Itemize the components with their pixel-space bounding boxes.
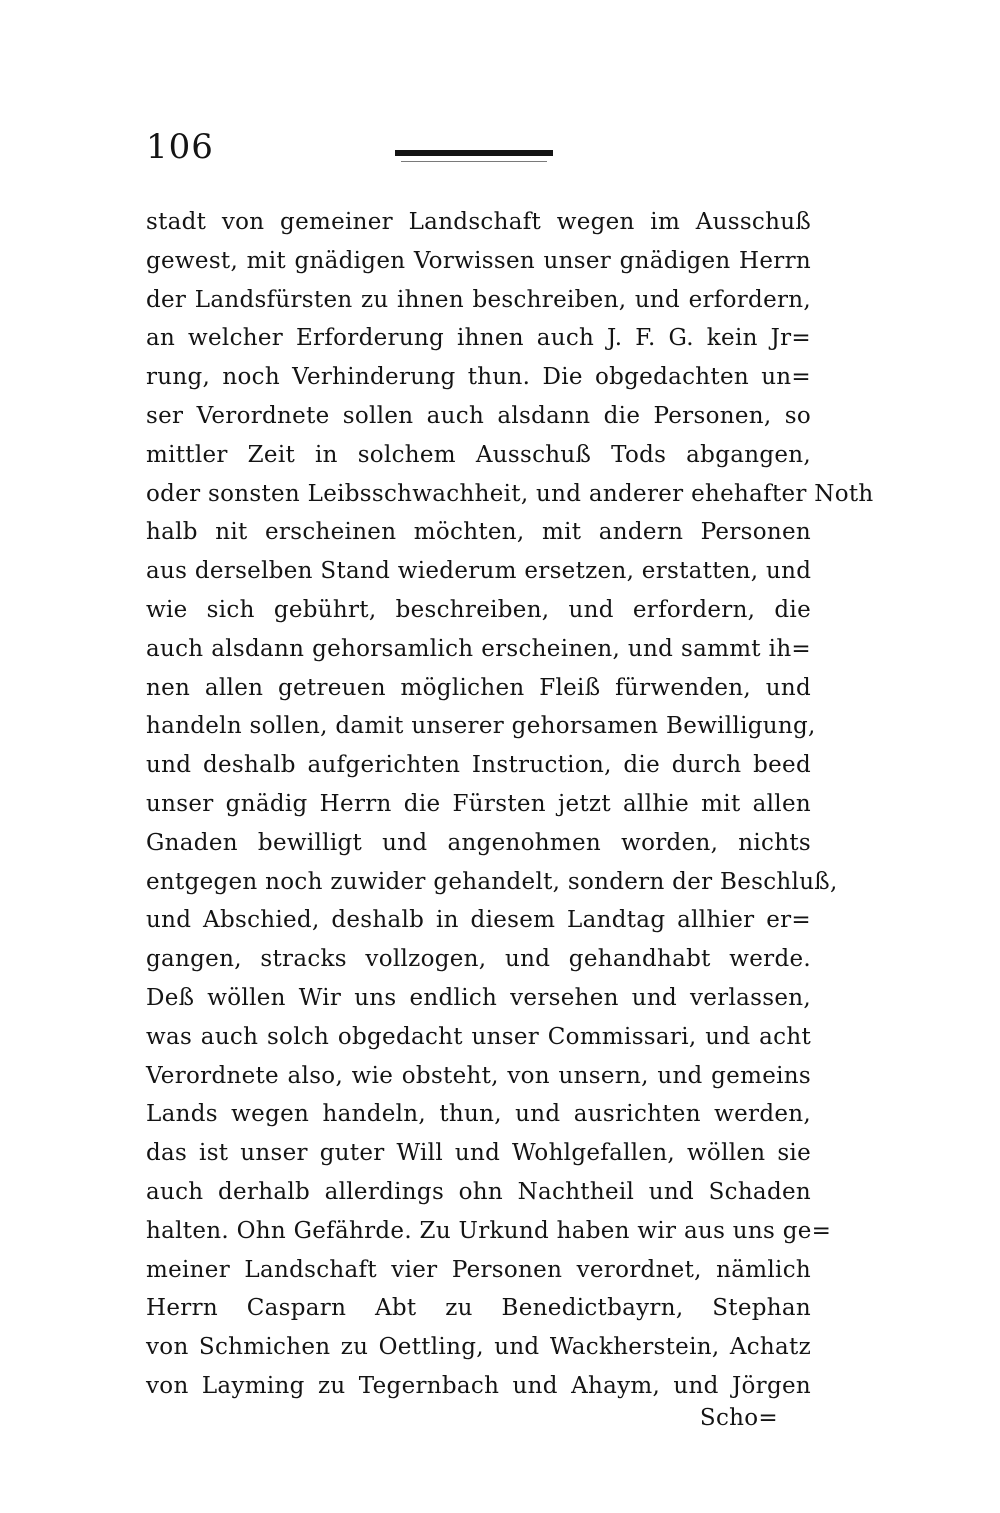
text-line: von Layming zu Tegernbach und Ahaym, und Jörgen (146, 1372, 811, 1399)
text-line: Gnaden bewilligt und angenohmen worden, nichts (146, 829, 811, 856)
text-line: Lands wegen handeln, thun, und ausrichten werden, (146, 1101, 811, 1128)
body-text (146, 203, 874, 1406)
text-line: halb nit erscheinen möchten, mit andern Personen (146, 519, 811, 546)
text-line: der Landsfürsten zu ihnen beschreiben, und erfordern, (146, 286, 811, 313)
text-line: an welcher Erforderung ihnen auch J. F. G. kein Jr= (146, 325, 811, 352)
text-line: nen allen getreuen möglichen Fleiß fürwenden, und (146, 674, 811, 701)
text-line: und deshalb aufgerichten Instruction, die durch beed (146, 752, 811, 779)
text-line: rung, noch Verhinderung thun. Die obgedachten un= (146, 364, 811, 391)
text-line: was auch solch obgedacht unser Commissari, und acht (146, 1023, 811, 1050)
text-line: Herrn Casparn Abt zu Benedictbayrn, Stephan (146, 1295, 811, 1322)
catchword: Scho= (699, 1405, 778, 1431)
text-line: aus derselben Stand wiederum ersetzen, erstatten, und (146, 558, 812, 585)
text-line: ser Verordnete sollen auch alsdann die Personen, so (146, 402, 811, 429)
text-line: halten. Ohn Gefährde. Zu Urkund haben wir aus uns ge= (146, 1217, 832, 1244)
text-line: unser gnädig Herrn die Fürsten jetzt allhie mit allen (146, 790, 811, 817)
text-line: wie sich gebührt, beschreiben, und erfordern, die (146, 596, 811, 623)
text-line: das ist unser guter Will und Wohlgefallen, wöllen sie (146, 1140, 811, 1167)
text-line: auch alsdann gehorsamlich erscheinen, und sammt ih= (146, 635, 811, 662)
text-line: gangen, stracks vollzogen, und gehandhabt werde. (146, 946, 811, 973)
page-number: 106 (146, 127, 214, 167)
header-rule (395, 150, 553, 162)
text-line: Deß wöllen Wir uns endlich versehen und verlassen, (146, 984, 811, 1011)
text-line: Verordnete also, wie obsteht, von unsern, und gemeins (146, 1062, 811, 1089)
text-line: auch derhalb allerdings ohn Nachtheil und Schaden (146, 1178, 811, 1205)
text-line: mittler Zeit in solchem Ausschuß Tods abgangen, (146, 441, 811, 468)
text-line: und Abschied, deshalb in diesem Landtag allhier er= (146, 907, 811, 934)
text-line: stadt von gemeiner Landschaft wegen im Ausschuß (146, 209, 811, 235)
header-rule-thin (401, 161, 547, 162)
text-line: meiner Landschaft vier Personen verordnet, nämlich (146, 1256, 811, 1283)
text-line: handeln sollen, damit unserer gehorsamen Bewilligung, (146, 713, 816, 740)
text-line: entgegen noch zuwider gehandelt, sondern der Beschluß, (146, 868, 838, 895)
text-line: von Schmichen zu Oettling, und Wackherstein, Achatz (146, 1334, 811, 1361)
text-line: oder sonsten Leibsschwachheit, und anderer ehehafter Noth (146, 480, 874, 507)
text-line: gewest, mit gnädigen Vorwissen unser gnädigen Herrn (146, 247, 811, 274)
